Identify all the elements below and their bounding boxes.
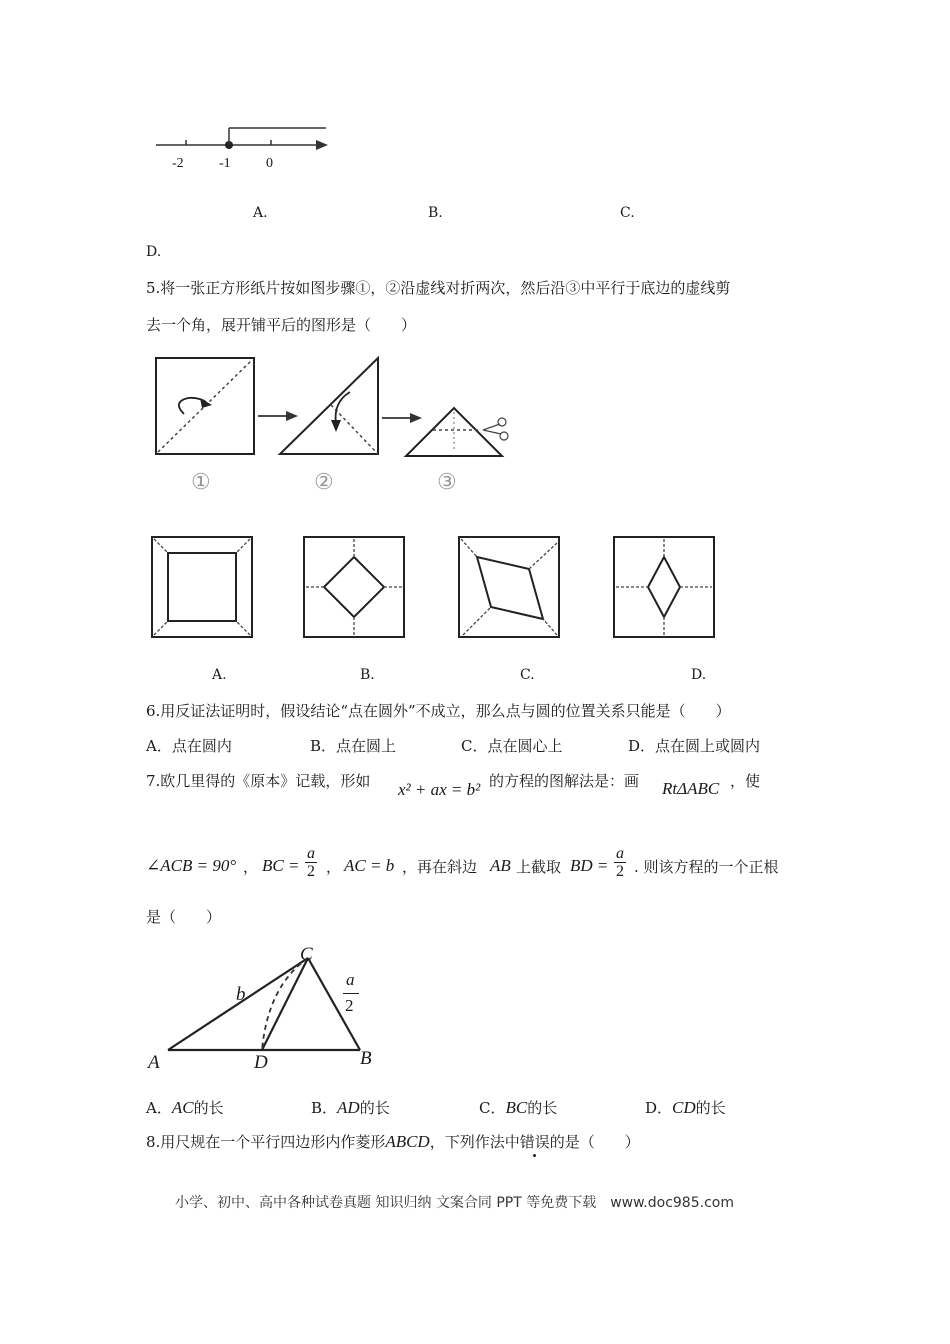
q7-option-b-letter: B． bbox=[311, 1099, 338, 1117]
q7-text-on: 上截取 bbox=[516, 858, 562, 876]
q7-bc-frac-num: a bbox=[307, 845, 315, 862]
q7-bd-fraction bbox=[614, 845, 626, 880]
q5-option-b: B. bbox=[360, 667, 375, 683]
q5-option-c-figure bbox=[457, 535, 562, 640]
q7-text-intercept: ，再在斜边 bbox=[402, 858, 478, 876]
q8-emphasis: 错误 bbox=[519, 1133, 550, 1151]
q5-option-b-figure bbox=[302, 535, 407, 640]
q7-bc-fraction bbox=[305, 845, 317, 880]
q7-option-c bbox=[479, 1097, 557, 1118]
q5-option-d: D. bbox=[691, 667, 707, 683]
q8-stem bbox=[146, 1131, 640, 1152]
q6-option-d: D．点在圆上或圆内 bbox=[628, 737, 761, 755]
q5-option-c: C. bbox=[520, 667, 535, 683]
q7-fig-label-a-vertex: A bbox=[148, 1052, 160, 1073]
q7-stem-end: ，使 bbox=[730, 772, 761, 790]
q7-equation: x² + ax = b² bbox=[398, 780, 481, 799]
q7-option-c-letter: C． bbox=[479, 1099, 506, 1117]
q7-option-c-suffix: 的长 bbox=[527, 1099, 558, 1117]
q8-stem-mid: ，下列作法中 bbox=[429, 1133, 520, 1151]
q7-option-b bbox=[311, 1097, 390, 1118]
tick-label-0: 0 bbox=[266, 156, 273, 171]
q4-option-b: B. bbox=[428, 205, 443, 221]
q5-option-d-figure bbox=[612, 535, 717, 640]
q7-fig-label-c: C bbox=[300, 944, 313, 965]
folding-steps-figure bbox=[150, 352, 520, 462]
q7-bd-frac-den: 2 bbox=[616, 863, 624, 880]
step-2-label: ② bbox=[314, 470, 334, 495]
q4-option-a: A. bbox=[253, 205, 268, 221]
q6-stem: 6.用反证法证明时，假设结论“点在圆外”不成立，那么点与圆的位置关系只能是（ ） bbox=[146, 702, 731, 720]
q5-option-a: A. bbox=[212, 667, 227, 683]
q7-option-d bbox=[645, 1097, 726, 1118]
page-footer: 小学、初中、高中各种试卷真题 知识归纳 文案合同 PPT 等免费下载 www.doc985.com bbox=[175, 1195, 734, 1211]
q7-option-d-letter: D． bbox=[645, 1099, 673, 1117]
q7-option-d-seg: CD bbox=[672, 1098, 696, 1117]
q7-fig-fraction-bar bbox=[343, 993, 359, 994]
q7-fig-label-a: a bbox=[346, 970, 355, 989]
tick-label-neg2: -2 bbox=[172, 156, 184, 171]
q4-option-d: D. bbox=[146, 244, 162, 260]
q7-triangle: RtΔABC bbox=[662, 779, 720, 798]
q5-stem-line2: 去一个角，展开铺平后的图形是（ ） bbox=[146, 316, 417, 334]
q6-option-b: B．点在圆上 bbox=[310, 737, 397, 755]
q7-option-a-letter: A． bbox=[146, 1099, 172, 1117]
q7-fig-label-2: 2 bbox=[345, 996, 354, 1015]
q7-option-b-suffix: 的长 bbox=[359, 1099, 390, 1117]
q7-option-a-seg: AC bbox=[171, 1098, 194, 1117]
q5-option-a-figure bbox=[150, 535, 255, 640]
q7-stem-mid: 的方程的图解法是：画 bbox=[489, 772, 640, 790]
q7-option-b-seg: AD bbox=[337, 1098, 360, 1117]
step-3-label: ③ bbox=[437, 470, 457, 495]
q7-option-a bbox=[146, 1097, 224, 1118]
q7-option-a-suffix: 的长 bbox=[193, 1099, 224, 1117]
q7-line3: 是（ ） bbox=[146, 908, 222, 926]
q7-option-c-seg: BC bbox=[505, 1098, 528, 1117]
step-1-label: ① bbox=[191, 470, 211, 495]
q8-shape: ABCD bbox=[385, 1132, 430, 1151]
q8-stem-prefix: 8.用尺规在一个平行四边形内作菱形 bbox=[146, 1133, 386, 1151]
q7-comma2: ， bbox=[326, 858, 342, 876]
q7-fig-label-b-vertex: B bbox=[360, 1048, 372, 1069]
q4-option-c: C. bbox=[620, 205, 635, 221]
q7-bd-frac-num: a bbox=[616, 845, 624, 862]
q7-comma1: ， bbox=[243, 858, 259, 876]
q6-option-c: C．点在圆心上 bbox=[461, 737, 563, 755]
q7-fig-label-b-side: b bbox=[236, 984, 246, 1005]
q7-text-tail: . 则该方程的一个正根 bbox=[634, 858, 779, 876]
q7-ab: AB bbox=[490, 856, 511, 875]
q7-fig-label-d: D bbox=[254, 1052, 268, 1073]
q7-bc-lhs: BC = bbox=[262, 856, 300, 875]
q7-bc-frac-den: 2 bbox=[307, 863, 315, 880]
q7-angle: ∠ACB = 90° bbox=[146, 856, 237, 875]
q5-stem-line1: 5.将一张正方形纸片按如图步骤①，②沿虚线对折两次，然后沿③中平行于底边的虚线剪 bbox=[146, 279, 731, 297]
q7-stem-prefix: 7.欧几里得的《原本》记载，形如 bbox=[146, 772, 371, 790]
q7-ac: AC = b bbox=[344, 856, 395, 875]
q7-bd-lhs: BD = bbox=[570, 856, 609, 875]
q6-option-a: A．点在圆内 bbox=[146, 737, 232, 755]
tick-label-neg1: -1 bbox=[219, 156, 231, 171]
q7-option-d-suffix: 的长 bbox=[695, 1099, 726, 1117]
q8-stem-end: 的是（ ） bbox=[549, 1133, 640, 1151]
